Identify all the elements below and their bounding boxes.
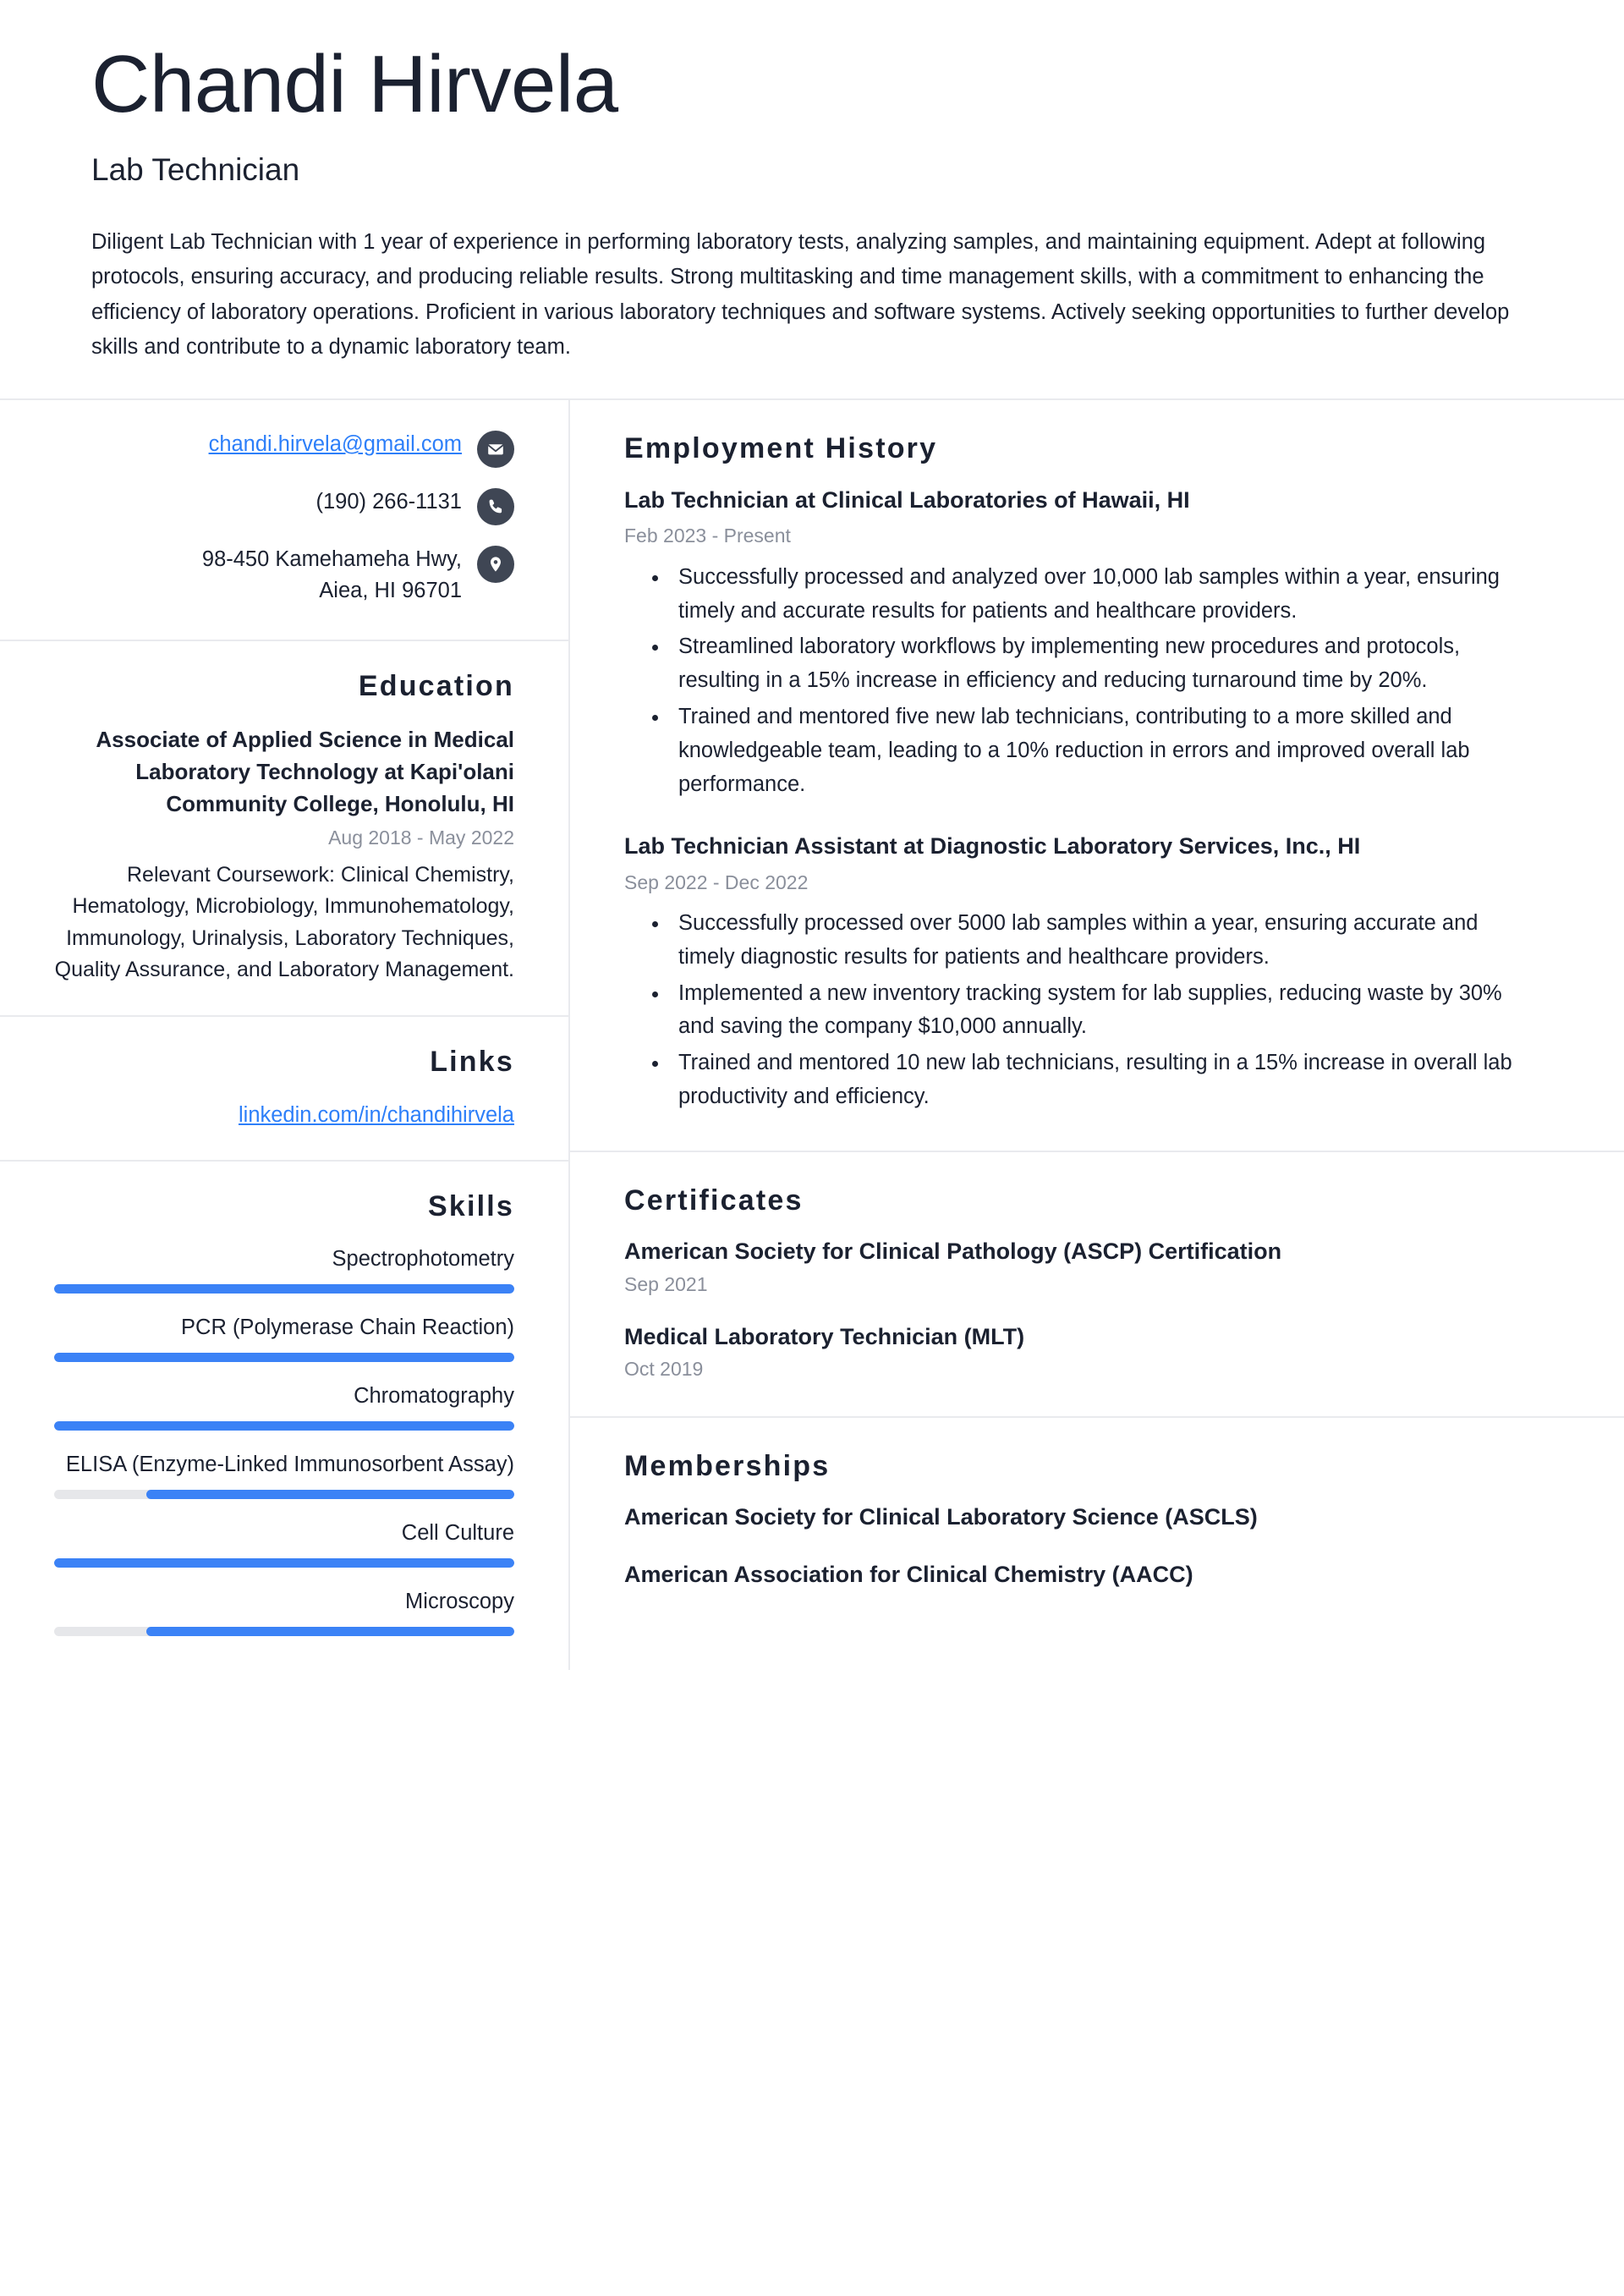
job-bullet: • Trained and mentored five new lab technicians, contributing to a more skilled and knowledgeable team, leading to a 10% reduction in errors and improved overall lab performance. <box>670 700 1522 801</box>
job-entry <box>624 830 1522 1113</box>
job-entry <box>624 484 1522 801</box>
certificate-date: Oct 2019 <box>624 1358 704 1381</box>
phone-icon <box>477 488 514 525</box>
skill-label: ELISA (Enzyme-Linked Immunosorbent Assay) <box>65 1452 514 1476</box>
resume-body <box>0 400 1624 1670</box>
certificate-name: Medical Laboratory Technician (MLT) <box>624 1323 1025 1349</box>
certificates-section-title: Certificates <box>624 1184 804 1217</box>
certificates-section <box>570 1152 1624 1419</box>
contact-phone-row[interactable] <box>54 486 514 525</box>
job-entry-date: Feb 2023 - Present <box>624 525 791 547</box>
skill-level-track <box>54 1490 514 1499</box>
professional-summary: Diligent Lab Technician with 1 year of experience in performing laboratory tests, analyzing samples, and maintaining equipment. Adept at following protocols, ensuring accuracy, and producing reliable results. Strong multitasking and time management skills, with a commitment to enhancing the efficiency of laboratory operations. Proficient in various laboratory techniques and software systems. Actively seeking opportunities to further develop skills and contribute to a dynamic laboratory team. <box>91 229 1510 359</box>
membership-name: American Society for Clinical Laboratory Science (ASCLS) <box>624 1504 1258 1530</box>
link-item[interactable]: linkedin.com/in/chandihirvela <box>238 1102 514 1127</box>
certificate-date: Sep 2021 <box>624 1272 708 1295</box>
skill-level-fill <box>54 1558 514 1568</box>
job-bullet: • Successfully processed and analyzed over 10,000 lab samples within a year, ensuring timely and accurate results for patients and healthcare providers. <box>670 561 1522 629</box>
job-entry-bullets <box>624 907 1522 1114</box>
map-pin-icon <box>477 546 514 583</box>
certificate-entry <box>624 1236 1522 1296</box>
skill-level-fill <box>54 1353 514 1362</box>
education-date: Aug 2018 - May 2022 <box>328 827 514 849</box>
employment-history-section <box>570 400 1624 1152</box>
skill-item <box>54 1586 514 1636</box>
skill-level-track <box>54 1353 514 1362</box>
job-title-subheading: Lab Technician <box>91 151 300 187</box>
skill-level-fill <box>146 1490 514 1499</box>
sidebar-column <box>0 400 570 1670</box>
contact-address-line2: Aiea, HI 96701 <box>319 579 462 603</box>
contact-phone-value: (190) 266-1131 <box>315 490 462 514</box>
employment-section-title: Employment History <box>624 432 938 465</box>
certificate-name: American Society for Clinical Pathology (ASCP) Certification <box>624 1238 1282 1264</box>
job-bullet: • Implemented a new inventory tracking system for lab supplies, reducing waste by 30% and saving the company $10,000 annually. <box>670 977 1522 1045</box>
certificate-entry <box>624 1321 1522 1381</box>
skill-level-fill <box>54 1284 514 1294</box>
envelope-icon <box>477 431 514 468</box>
skill-label: Chromatography <box>354 1383 514 1408</box>
education-degree: Associate of Applied Science in Medical Laboratory Technology at Kapi'olani Community College, Honolulu, HI <box>96 726 514 816</box>
skill-item <box>54 1381 514 1431</box>
links-section <box>0 1017 568 1162</box>
contact-email-value[interactable]: chandi.hirvela@gmail.com <box>208 432 462 457</box>
skill-level-track <box>54 1421 514 1431</box>
page-title: Chandi Hirvela <box>91 39 618 129</box>
skill-label: Cell Culture <box>401 1520 514 1545</box>
job-entry-heading: Lab Technician at Clinical Laboratories of Hawaii, HI <box>624 487 1190 514</box>
skill-level-track <box>54 1627 514 1636</box>
skills-section <box>0 1162 568 1670</box>
skill-item <box>54 1449 514 1499</box>
links-section-title: Links <box>430 1045 514 1078</box>
skill-level-fill <box>146 1627 514 1636</box>
education-entry <box>54 723 514 986</box>
skill-label: PCR (Polymerase Chain Reaction) <box>181 1315 514 1339</box>
job-entry-date: Sep 2022 - Dec 2022 <box>624 871 809 893</box>
contact-section <box>0 400 568 640</box>
membership-entry <box>624 1559 1522 1591</box>
job-bullet: • Successfully processed over 5000 lab samples within a year, ensuring accurate and timely diagnostic results for patients and healthcare providers. <box>670 907 1522 975</box>
memberships-section-title: Memberships <box>624 1450 831 1483</box>
education-description: Relevant Coursework: Clinical Chemistry, Hematology, Microbiology, Immunohematology, Immunology, Urinalysis, Laboratory Techniques, Quality Assurance, and Laboratory Management. <box>54 862 514 982</box>
skill-item <box>54 1244 514 1294</box>
membership-name: American Association for Clinical Chemistry (AACC) <box>624 1562 1193 1588</box>
resume-header <box>0 0 1624 398</box>
skill-label: Spectrophotometry <box>332 1246 514 1271</box>
contact-email-row[interactable] <box>54 429 514 468</box>
contact-address-line1: 98-450 Kamehameha Hwy, <box>201 547 462 572</box>
job-bullet: • Trained and mentored 10 new lab technicians, resulting in a 15% increase in overall lab productivity and efficiency. <box>670 1046 1522 1114</box>
job-bullet: • Streamlined laboratory workflows by implementing new procedures and protocols, resulting in a 15% increase in efficiency and reducing turnaround time by 20%. <box>670 630 1522 698</box>
education-section <box>0 641 568 1017</box>
membership-entry <box>624 1502 1522 1534</box>
main-column <box>570 400 1624 1670</box>
skill-level-track <box>54 1558 514 1568</box>
contact-address-row <box>54 544 514 607</box>
skill-level-fill <box>54 1421 514 1431</box>
job-entry-heading: Lab Technician Assistant at Diagnostic Laboratory Services, Inc., HI <box>624 833 1361 860</box>
skill-level-track <box>54 1284 514 1294</box>
job-entry-bullets <box>624 561 1522 801</box>
memberships-section <box>570 1418 1624 1627</box>
skills-section-title: Skills <box>427 1189 514 1222</box>
contact-address-value <box>202 544 462 607</box>
skill-label: Microscopy <box>405 1589 514 1613</box>
education-section-title: Education <box>358 669 514 702</box>
skill-item <box>54 1312 514 1362</box>
skill-item <box>54 1518 514 1568</box>
